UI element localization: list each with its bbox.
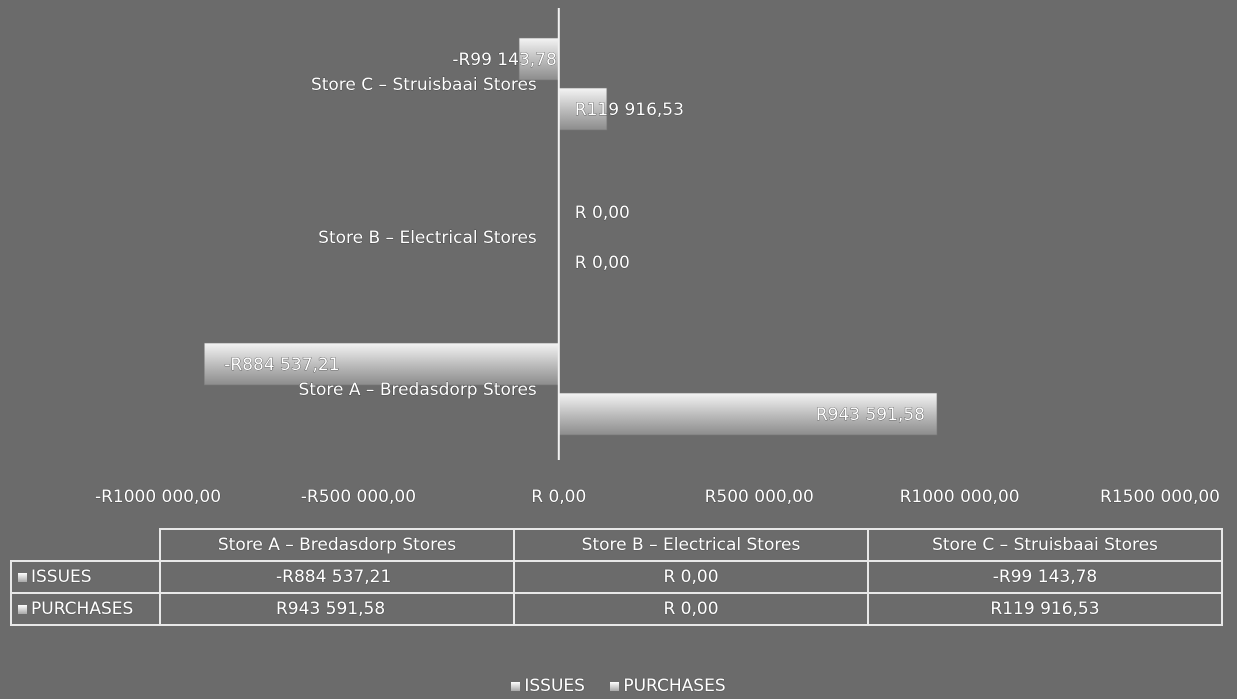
legend-key-icon [18,573,27,582]
x-tick-label: R 0,00 [531,487,587,507]
data-table [10,528,1223,626]
table-corner [11,529,160,561]
legend-key-icon [610,682,619,691]
legend-item-purchases [610,676,725,696]
row-header [11,561,160,593]
category-label: Store B – Electrical Stores [318,228,537,248]
x-tick-label: -R500 000,00 [300,487,417,507]
chart-legend [0,676,1237,696]
table-cell: -R884 537,21 [160,561,514,593]
table-row [11,593,1222,625]
column-header: Store B – Electrical Stores [514,529,868,561]
x-tick-label: R1500 000,00 [1100,487,1220,507]
data-label: R119 916,53 [574,100,684,120]
category-label: Store A – Bredasdorp Stores [298,380,537,400]
legend-key-icon [18,605,27,614]
row-header [11,593,160,625]
legend-label: ISSUES [524,676,585,696]
x-tick-label: -R1000 000,00 [94,487,222,507]
table-header-row [11,529,1222,561]
data-label: R 0,00 [574,253,630,273]
data-label: R 0,00 [574,203,630,223]
table-cell: R 0,00 [514,561,868,593]
row-header-label: ISSUES [31,567,92,587]
table-cell: -R99 143,78 [868,561,1222,593]
x-tick-label: R1000 000,00 [899,487,1020,507]
column-header: Store A – Bredasdorp Stores [160,529,514,561]
category-label: Store C – Struisbaai Stores [310,75,537,95]
data-label: R943 591,58 [815,405,925,425]
table-cell: R943 591,58 [160,593,514,625]
column-header: Store C – Struisbaai Stores [868,529,1222,561]
table-cell: R 0,00 [514,593,868,625]
legend-key-icon [511,682,520,691]
data-label: -R99 143,78 [452,50,557,70]
legend-label: PURCHASES [623,676,726,696]
legend-item-issues [511,676,585,696]
row-header-label: PURCHASES [31,599,134,619]
x-tick-label: R500 000,00 [704,487,814,507]
table-row [11,561,1222,593]
table-cell: R119 916,53 [868,593,1222,625]
data-label: -R884 537,21 [224,355,340,375]
